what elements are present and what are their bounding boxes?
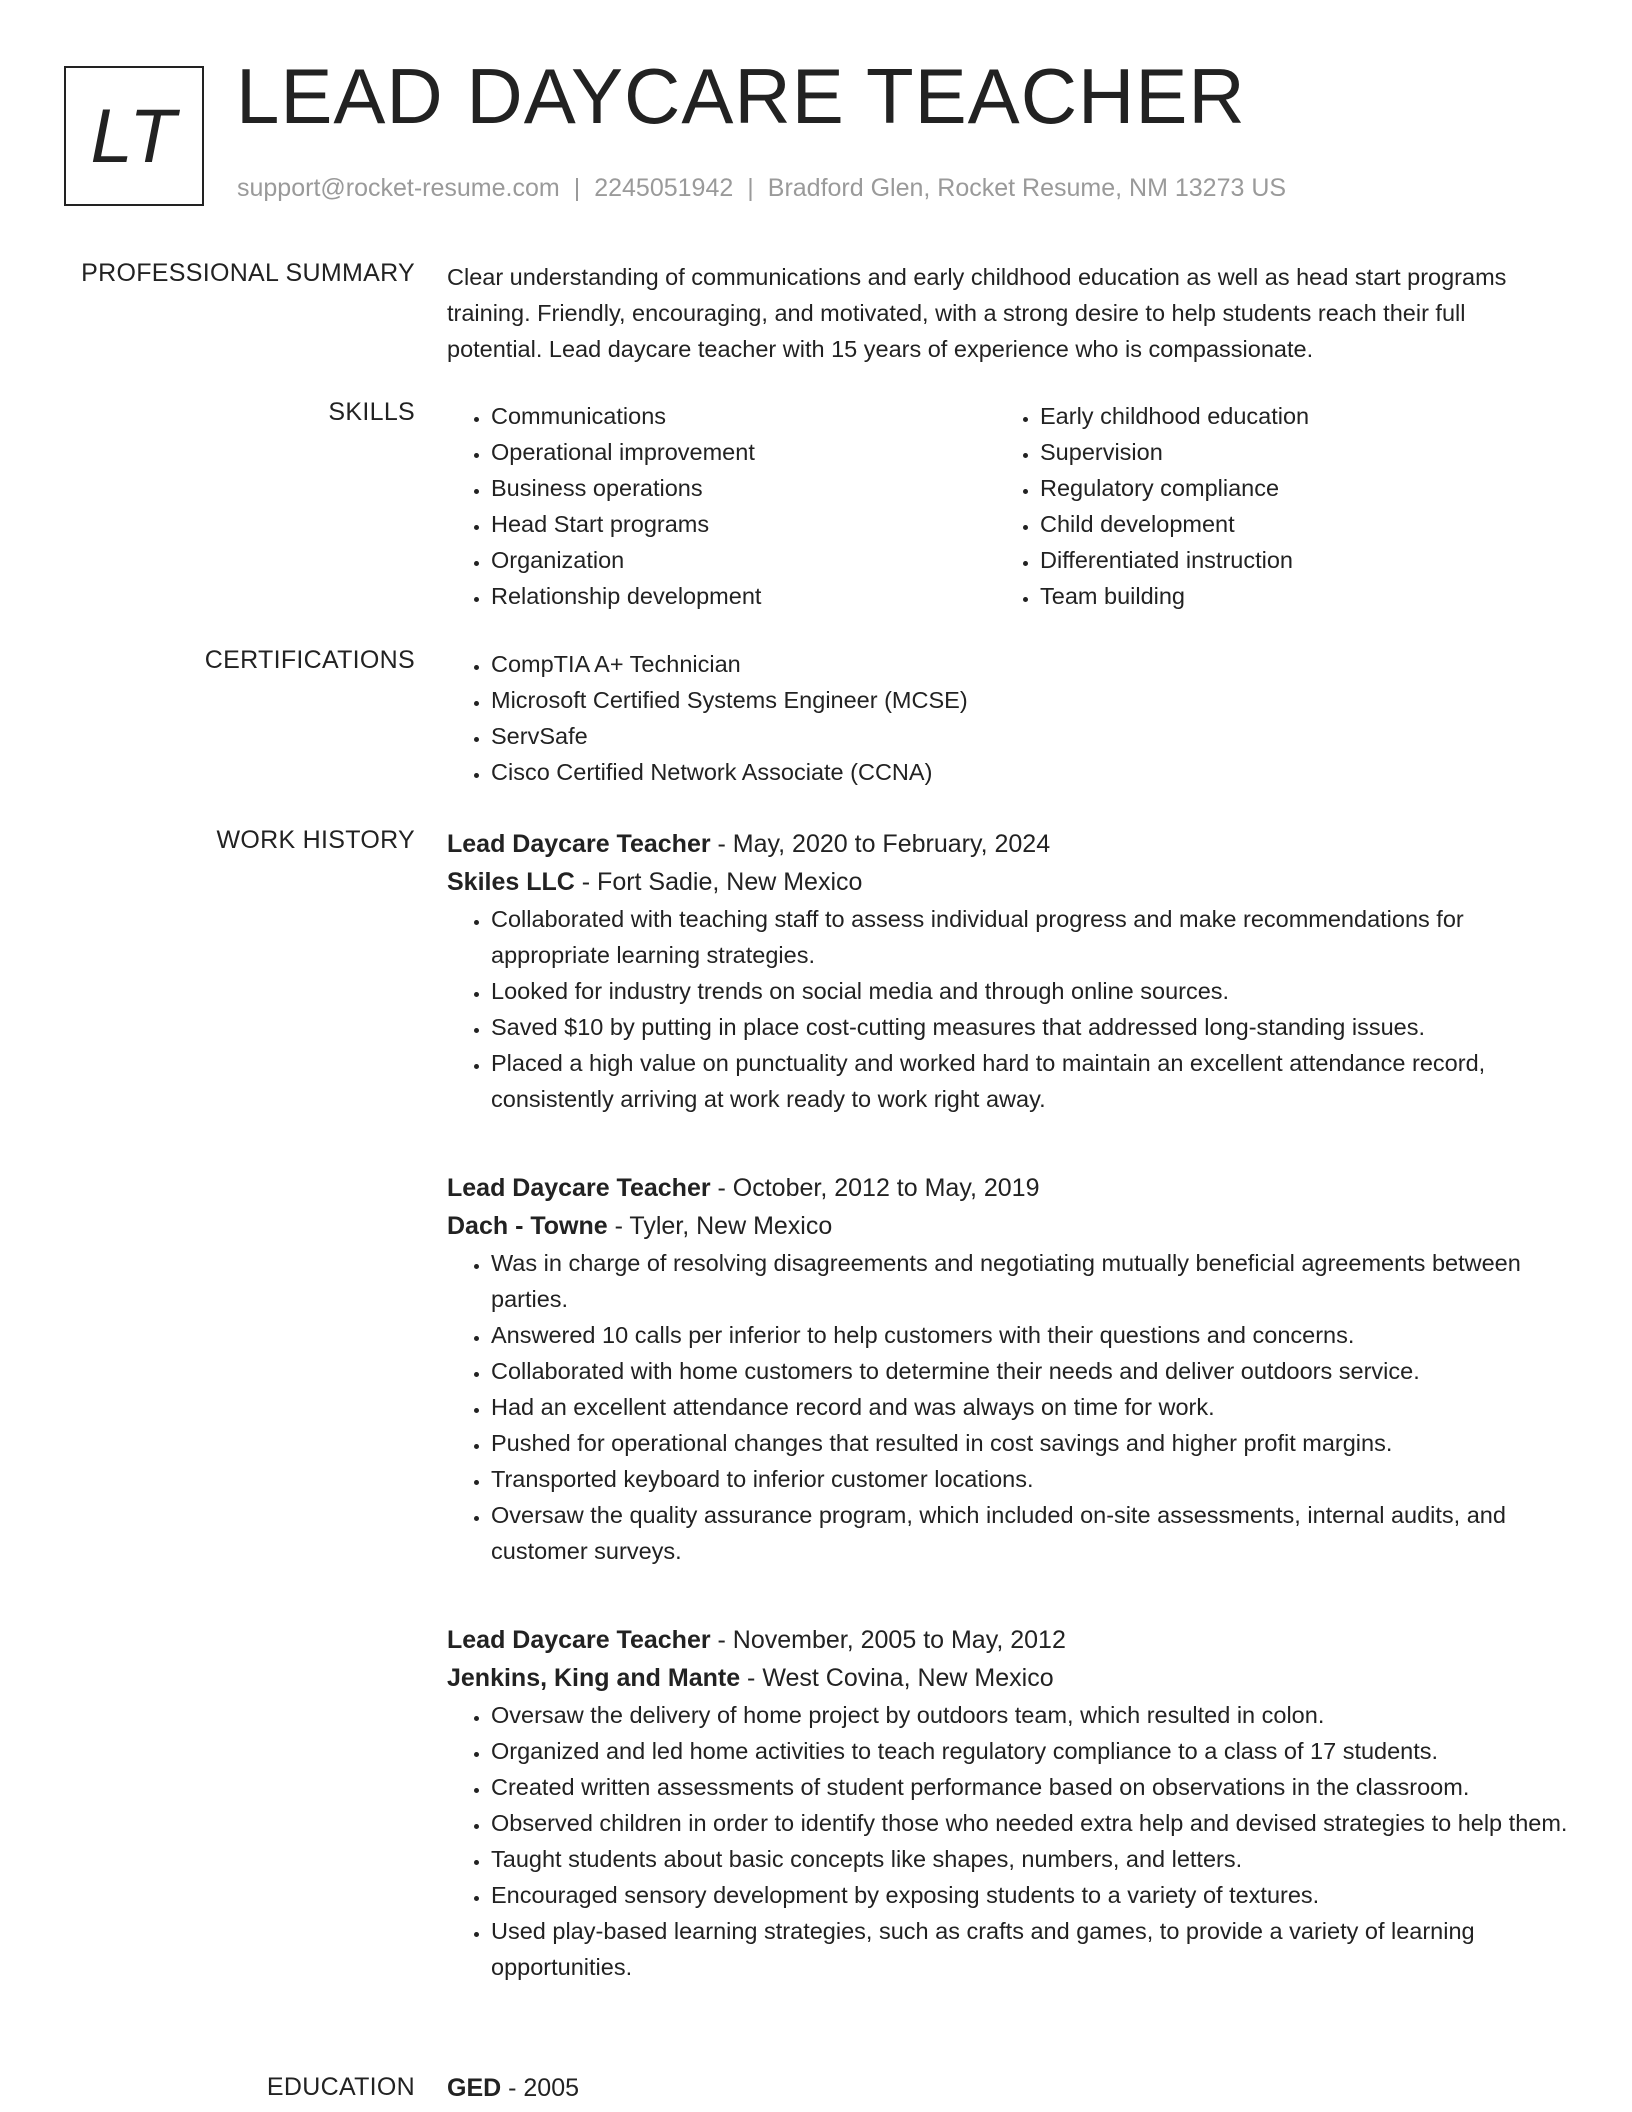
certification-item: • Microsoft Certified Systems Engineer (MCSE) <box>491 682 1567 718</box>
job-bullet: • Answered 10 calls per inferior to help customers with their questions and concerns. <box>491 1317 1577 1353</box>
job-title-line <box>447 825 1577 863</box>
contact-line <box>237 174 1286 203</box>
skills-column-2 <box>996 398 1545 614</box>
skill-item: • Communications <box>491 398 996 434</box>
certifications-list <box>447 646 1567 790</box>
education-entry <box>447 2073 1567 2103</box>
skills-list <box>447 398 1567 614</box>
job-dates: - October, 2012 to May, 2019 <box>710 1174 1040 1202</box>
job-bullet: • Used play-based learning strategies, such as crafts and games, to provide a variety of learning opportunities. <box>491 1913 1577 1985</box>
job-bullet: • Looked for industry trends on social media and through online sources. <box>491 973 1577 1009</box>
section-label-skills: SKILLS <box>328 398 415 426</box>
job-bullet: • Collaborated with teaching staff to assess individual progress and make recommendations for appropriate learning strategies. <box>491 901 1577 973</box>
skill-item: • Differentiated instruction <box>1040 542 1545 578</box>
skill-item: • Operational improvement <box>491 434 996 470</box>
job-bullet: • Created written assessments of student performance based on observations in the classroom. <box>491 1769 1577 1805</box>
job-title: Lead Daycare Teacher <box>447 830 711 858</box>
job-company: Skiles LLC <box>447 868 575 896</box>
job-location: - West Covina, New Mexico <box>740 1664 1054 1692</box>
job-title: Lead Daycare Teacher <box>447 1174 711 1202</box>
job-title: Lead Daycare Teacher <box>447 1626 711 1654</box>
job-dates: - May, 2020 to February, 2024 <box>710 830 1051 858</box>
job-title-line <box>447 1169 1577 1207</box>
skill-item: • Team building <box>1040 578 1545 614</box>
section-label-certifications: CERTIFICATIONS <box>204 646 415 674</box>
job-bullet: • Pushed for operational changes that resulted in cost savings and higher profit margins. <box>491 1425 1577 1461</box>
education-year: - 2005 <box>501 2074 580 2102</box>
job-company-line <box>447 1207 1577 1245</box>
contact-separator: | <box>747 174 754 202</box>
job-company-line <box>447 1659 1577 1697</box>
job-bullet: • Organized and led home activities to teach regulatory compliance to a class of 17 students. <box>491 1733 1577 1769</box>
skill-item: • Organization <box>491 542 996 578</box>
resume-title: LEAD DAYCARE TEACHER <box>236 52 1246 140</box>
job-title-line <box>447 1621 1577 1659</box>
skill-item: • Relationship development <box>491 578 996 614</box>
job-bullet: • Encouraged sensory development by exposing students to a variety of textures. <box>491 1877 1577 1913</box>
skill-item: • Early childhood education <box>1040 398 1545 434</box>
summary-text: Clear understanding of communications and early childhood education as well as head start programs training. Friendly, encouraging, and motivated, with a strong desire to help students reach their full potential. Lead daycare teacher with 15 years of experience who is compassionate. <box>447 264 1507 362</box>
job-bullet: • Had an excellent attendance record and was always on time for work. <box>491 1389 1577 1425</box>
job-company-line <box>447 863 1577 901</box>
job-bullet: • Oversaw the delivery of home project by outdoors team, which resulted in colon. <box>491 1697 1577 1733</box>
contact-address: Bradford Glen, Rocket Resume, NM 13273 US <box>767 174 1287 202</box>
contact-email: support@rocket-resume.com <box>237 174 560 202</box>
certification-item: • CompTIA A+ Technician <box>491 646 1567 682</box>
job-bullet: • Collaborated with home customers to determine their needs and deliver outdoors service. <box>491 1353 1577 1389</box>
certification-item: • Cisco Certified Network Associate (CCNA) <box>491 754 1567 790</box>
monogram-logo: LT <box>64 66 204 206</box>
job-company: Dach - Towne <box>447 1212 608 1240</box>
job-bullet: • Saved $10 by putting in place cost-cutting measures that addressed long-standing issues. <box>491 1009 1577 1045</box>
job-bullets <box>447 1697 1577 1985</box>
job-bullet: • Transported keyboard to inferior customer locations. <box>491 1461 1577 1497</box>
job-bullet: • Observed children in order to identify those who needed extra help and devised strategies to help them. <box>491 1805 1577 1841</box>
education-degree: GED <box>447 2074 502 2102</box>
job-company: Jenkins, King and Mante <box>447 1664 741 1692</box>
skills-column-1 <box>447 398 996 614</box>
job-dates: - November, 2005 to May, 2012 <box>710 1626 1066 1654</box>
skill-item: • Regulatory compliance <box>1040 470 1545 506</box>
job-bullet: • Placed a high value on punctuality and worked hard to maintain an excellent attendance record, consistently arriving at work ready to work right away. <box>491 1045 1577 1117</box>
job-bullet: • Oversaw the quality assurance program, which included on-site assessments, internal audits, and customer surveys. <box>491 1497 1577 1569</box>
contact-phone: 2245051942 <box>594 174 734 202</box>
job-bullets <box>447 1245 1577 1569</box>
job-location: - Fort Sadie, New Mexico <box>574 868 863 896</box>
section-label-work-history: WORK HISTORY <box>216 826 415 854</box>
skill-item: • Head Start programs <box>491 506 996 542</box>
section-label-education: EDUCATION <box>266 2073 415 2101</box>
skill-item: • Child development <box>1040 506 1545 542</box>
skill-item: • Business operations <box>491 470 996 506</box>
job-bullet: • Taught students about basic concepts like shapes, numbers, and letters. <box>491 1841 1577 1877</box>
section-label-summary: PROFESSIONAL SUMMARY <box>81 259 415 287</box>
job-bullet: • Was in charge of resolving disagreements and negotiating mutually beneficial agreements between parties. <box>491 1245 1577 1317</box>
skill-item: • Supervision <box>1040 434 1545 470</box>
certification-item: • ServSafe <box>491 718 1567 754</box>
contact-separator: | <box>573 174 581 202</box>
job-bullets <box>447 901 1577 1117</box>
job-location: - Tyler, New Mexico <box>607 1212 833 1240</box>
